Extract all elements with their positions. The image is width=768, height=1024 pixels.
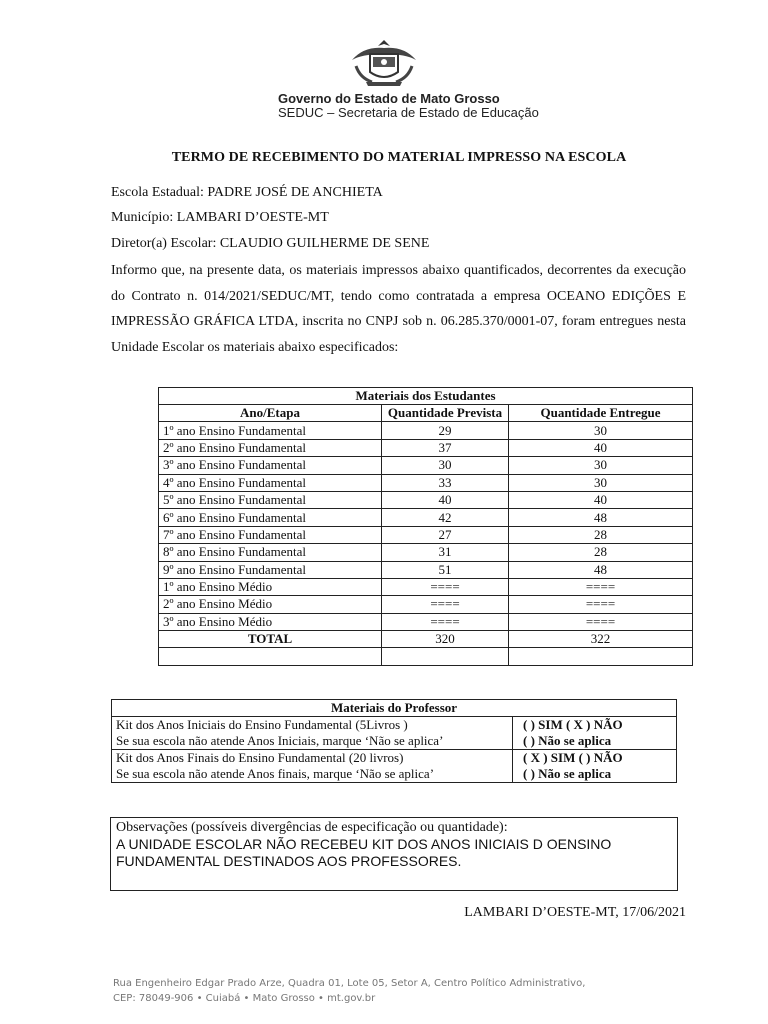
delivered-cell: 30 [509, 457, 693, 474]
director-field: Diretor(a) Escolar: CLAUDIO GUILHERME DE SENE [111, 236, 430, 251]
table-row [159, 422, 693, 439]
observations-text: A UNIDADE ESCOLAR NÃO RECEBEU KIT DOS ANOS INICIAIS D OENSINO FUNDAMENTAL DESTINADOS AOS PROFESSORES. [116, 836, 612, 869]
delivered-cell: 30 [509, 422, 693, 439]
kit-description: Kit dos Anos Finais do Ensino Fundamental (20 livros) [116, 750, 404, 765]
planned-cell: 33 [382, 474, 509, 491]
yes-no-checkbox[interactable]: ( ) SIM ( X ) NÃO [523, 717, 623, 732]
header-grade: Ano/Etapa [159, 405, 382, 422]
grade-cell: 8º ano Ensino Fundamental [159, 544, 382, 561]
city-field: Município: LAMBARI D’OESTE-MT [111, 210, 329, 225]
total-delivered: 322 [509, 631, 693, 648]
grade-cell: 1º ano Ensino Médio [159, 578, 382, 595]
table-row [159, 544, 693, 561]
header-planned: Quantidade Prevista [382, 405, 509, 422]
planned-cell: 37 [382, 439, 509, 456]
total-planned: 320 [382, 631, 509, 648]
footer-address [113, 976, 585, 1006]
delivered-cell: 48 [509, 561, 693, 578]
table-row [159, 526, 693, 543]
teacher-kit-row [112, 717, 677, 750]
grade-cell: 2º ano Ensino Médio [159, 596, 382, 613]
kit-description: Kit dos Anos Iniciais do Ensino Fundamental (5Livros ) [116, 717, 408, 732]
total-row [159, 631, 693, 648]
government-name: Governo do Estado de Mato Grosso [278, 91, 500, 106]
kit-instruction: Se sua escola não atende Anos Iniciais, marque ‘Não se aplica’ [116, 733, 444, 748]
grade-cell: 6º ano Ensino Fundamental [159, 509, 382, 526]
not-applicable-checkbox[interactable]: ( ) Não se aplica [523, 766, 612, 781]
place-and-date: LAMBARI D’OESTE-MT, 17/06/2021 [464, 905, 686, 920]
planned-cell: ==== [382, 613, 509, 630]
planned-cell: 51 [382, 561, 509, 578]
delivered-cell: 28 [509, 544, 693, 561]
delivered-cell: 40 [509, 491, 693, 508]
teacher-table-caption: Materiais do Professor [112, 700, 677, 717]
not-applicable-checkbox[interactable]: ( ) Não se aplica [523, 733, 612, 748]
planned-cell: ==== [382, 578, 509, 595]
table-row [159, 596, 693, 613]
grade-cell: 1º ano Ensino Fundamental [159, 422, 382, 439]
table-row [159, 457, 693, 474]
table-row [159, 491, 693, 508]
grade-cell: 4º ano Ensino Fundamental [159, 474, 382, 491]
delivered-cell: 30 [509, 474, 693, 491]
table-row [159, 439, 693, 456]
header-delivered: Quantidade Entregue [509, 405, 693, 422]
table-row [159, 613, 693, 630]
delivered-cell: ==== [509, 613, 693, 630]
students-materials-table [158, 387, 693, 666]
table-row [159, 578, 693, 595]
delivered-cell: ==== [509, 578, 693, 595]
secretariat-name: SEDUC – Secretaria de Estado de Educação [278, 105, 539, 120]
teacher-materials-table [111, 699, 677, 783]
table-row [159, 561, 693, 578]
students-table-caption: Materiais dos Estudantes [159, 388, 693, 405]
observations-box [110, 817, 678, 891]
kit-instruction: Se sua escola não atende Anos finais, marque ‘Não se aplica’ [116, 766, 435, 781]
delivered-cell: 28 [509, 526, 693, 543]
grade-cell: 3º ano Ensino Fundamental [159, 457, 382, 474]
planned-cell: 40 [382, 491, 509, 508]
delivered-cell: 40 [509, 439, 693, 456]
empty-row [159, 648, 693, 665]
grade-cell: 9º ano Ensino Fundamental [159, 561, 382, 578]
grade-cell: 3º ano Ensino Médio [159, 613, 382, 630]
delivered-cell: ==== [509, 596, 693, 613]
total-label: TOTAL [159, 631, 382, 648]
grade-cell: 2º ano Ensino Fundamental [159, 439, 382, 456]
planned-cell: 42 [382, 509, 509, 526]
footer-line-2: CEP: 78049-906 • Cuiabá • Mato Grosso • mt.gov.br [113, 993, 376, 1004]
grade-cell: 7º ano Ensino Fundamental [159, 526, 382, 543]
teacher-kit-row [112, 750, 677, 783]
yes-no-checkbox[interactable]: ( X ) SIM ( ) NÃO [523, 750, 623, 765]
table-row [159, 474, 693, 491]
table-row [159, 509, 693, 526]
document-title: TERMO DE RECEBIMENTO DO MATERIAL IMPRESSO NA ESCOLA [171, 150, 627, 165]
planned-cell: 29 [382, 422, 509, 439]
letterhead [0, 38, 768, 92]
school-field: Escola Estadual: PADRE JOSÉ DE ANCHIETA [111, 185, 383, 200]
planned-cell: 27 [382, 526, 509, 543]
grade-cell: 5º ano Ensino Fundamental [159, 491, 382, 508]
delivered-cell: 48 [509, 509, 693, 526]
planned-cell: ==== [382, 596, 509, 613]
observations-label: Observações (possíveis divergências de especificação ou quantidade): [116, 820, 508, 835]
footer-line-1: Rua Engenheiro Edgar Prado Arze, Quadra 01, Lote 05, Setor A, Centro Político Administrativo, [113, 978, 586, 989]
planned-cell: 31 [382, 544, 509, 561]
planned-cell: 30 [382, 457, 509, 474]
declaration-paragraph: Informo que, na presente data, os materiais impressos abaixo quantificados, decorrentes da execução do Contrato n. 014/2021/SEDUC/MT, tendo como contratada a empresa OCEANO EDIÇÕES E IMPRESSÃO GRÁFICA LTDA, inscrita no CNPJ sob n. 06.285.370/0001-07, foram entregues nesta Unidade Escolar os materiais abaixo especificados: [111, 263, 686, 355]
state-coat-of-arms-icon [344, 38, 424, 92]
